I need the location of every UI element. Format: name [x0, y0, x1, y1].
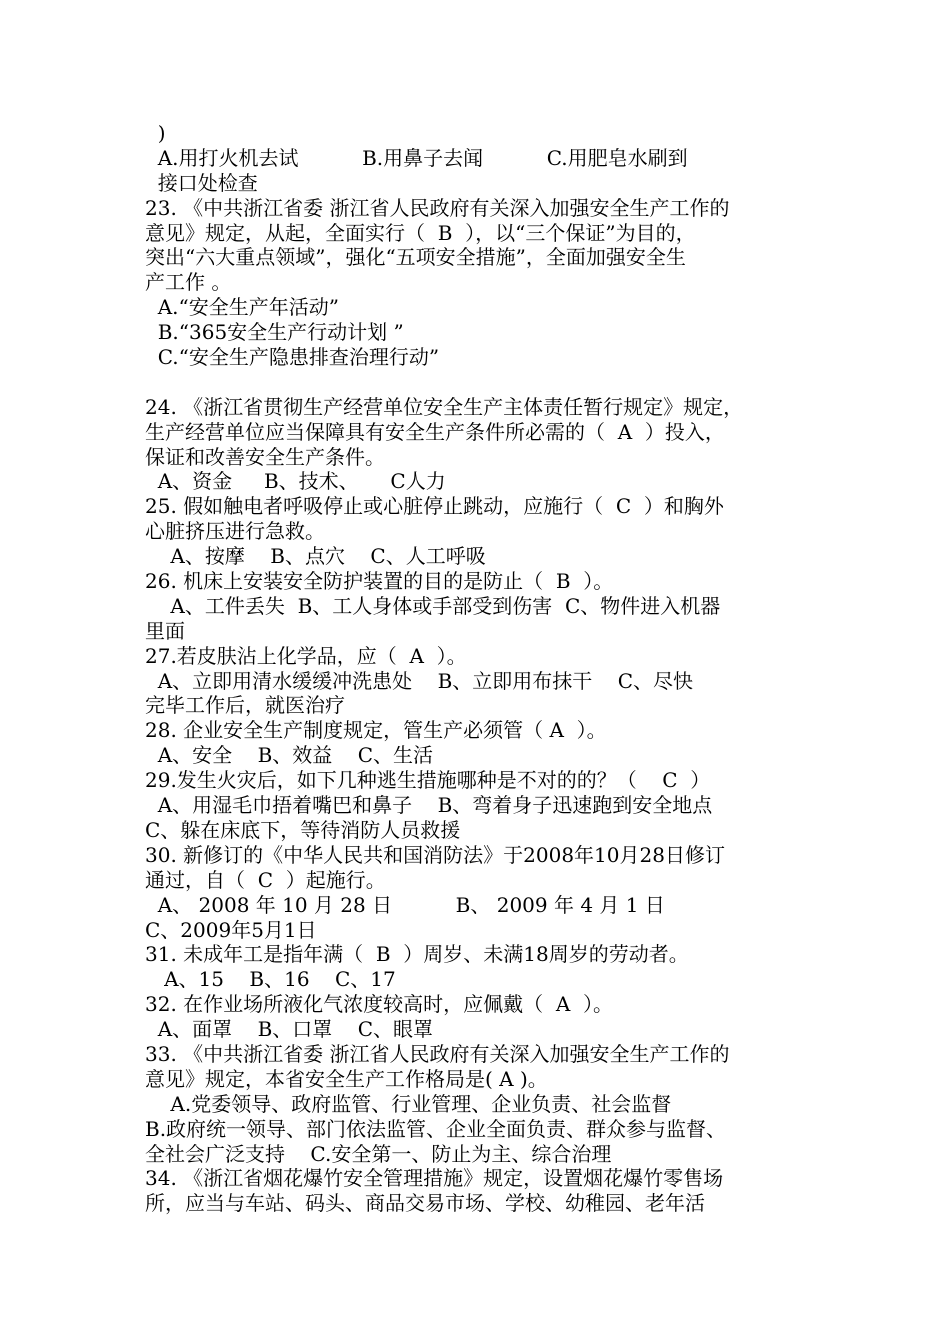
option-line: C.“安全生产隐患排查治理行动”	[145, 345, 440, 370]
question-27-line: 27.若皮肤沾上化学品，应（ A ）。	[145, 643, 467, 668]
question-33-line: 33. 《中共浙江省委 浙江省人民政府有关深入加强安全生产工作的	[145, 1041, 730, 1066]
question-28-line: 28. 企业安全生产制度规定，管生产必须管（ A ）。	[145, 718, 607, 743]
option-line: A.党委领导、政府监管、行业管理、企业负责、社会监督	[145, 1091, 672, 1116]
text-line: 心脏挤压进行急救。	[145, 519, 325, 544]
option-line: A、面罩 B、口罩 C、眼罩	[145, 1017, 434, 1042]
question-34-line: 34. 《浙江省烟花爆竹安全管理措施》规定，设置烟花爆竹零售场	[145, 1166, 724, 1191]
text-line: )	[145, 121, 166, 145]
text-line: 保证和改善安全生产条件。	[145, 444, 385, 469]
option-line: A、立即用清水缓缓冲洗患处 B、立即用布抹干 C、尽快	[145, 668, 694, 693]
text-line: 生产经营单位应当保障具有安全生产条件所必需的（ A ）投入，	[145, 419, 725, 444]
text-line: 意见》规定，从起，全面实行（ B ），以“三个保证”为目的，	[145, 220, 696, 245]
text-line: 里面	[145, 618, 185, 643]
option-line: A.“安全生产年活动”	[145, 295, 339, 320]
option-line: A、15 B、16 C、17	[145, 967, 396, 992]
question-23-line: 23. 《中共浙江省委 浙江省人民政府有关深入加强安全生产工作的	[145, 195, 730, 220]
document-body	[145, 121, 817, 1216]
option-line: A、按摩 B、点穴 C、人工呼吸	[145, 544, 486, 569]
text-line: 通过，自（ C ）起施行。	[145, 867, 386, 892]
option-line: C、2009年5月1日	[145, 917, 317, 942]
text-line: 产工作 。	[145, 270, 232, 295]
question-32-line: 32. 在作业场所液化气浓度较高时，应佩戴（ A ）。	[145, 992, 614, 1017]
question-30-line: 30. 新修订的《中华人民共和国消防法》于2008年10月28日修订	[145, 842, 725, 867]
option-line: A、工件丢失 B、工人身体或手部受到伤害 C、物件进入机器	[145, 593, 721, 618]
option-line: B.“365安全生产行动计划 ”	[145, 320, 404, 345]
option-line: A、 2008 年 10 月 28 日 B、 2009 年 4 月 1 日	[145, 892, 665, 917]
text-line: 意见》规定，本省安全生产工作格局是( A )。	[145, 1066, 548, 1091]
text-line: 完毕工作后，就医治疗	[145, 693, 345, 718]
question-24-line: 24. 《浙江省贯彻生产经营单位安全生产主体责任暂行规定》规定，	[145, 394, 744, 419]
option-line: A、用湿毛巾捂着嘴巴和鼻子 B、弯着身子迅速跑到安全地点	[145, 793, 713, 818]
question-29-line: 29.发生火灾后，如下几种逃生措施哪种是不对的的？（ C ）	[145, 768, 711, 793]
option-line: C、躲在床底下，等待消防人员救援	[145, 817, 461, 842]
option-line: B.政府统一领导、部门依法监管、企业全面负责、群众参与监督、	[145, 1116, 727, 1141]
text-line: 所，应当与车站、码头、商品交易市场、学校、幼稚园、老年活	[145, 1191, 705, 1216]
text-line: 接口处检查	[145, 170, 258, 195]
question-31-line: 31. 未成年工是指年满（ B ）周岁、未满18周岁的劳动者。	[145, 942, 689, 967]
option-line: A、安全 B、效益 C、生活	[145, 743, 434, 768]
blank-line	[145, 370, 817, 395]
question-26-line: 26. 机床上安装安全防护装置的目的是防止（ B ）。	[145, 569, 614, 594]
option-line: A、资金 B、技术、 C人力	[145, 469, 446, 494]
option-line: 全社会广泛支持 C.安全第一、防止为主、综合治理	[145, 1141, 612, 1166]
text-line: A.用打火机去试 B.用鼻子去闻 C.用肥皂水刷到	[145, 145, 688, 170]
text-line: 突出“六大重点领域”，强化“五项安全措施”，全面加强安全生	[145, 245, 686, 270]
question-25-line: 25. 假如触电者呼吸停止或心脏停止跳动，应施行（ C ）和胸外	[145, 494, 724, 519]
